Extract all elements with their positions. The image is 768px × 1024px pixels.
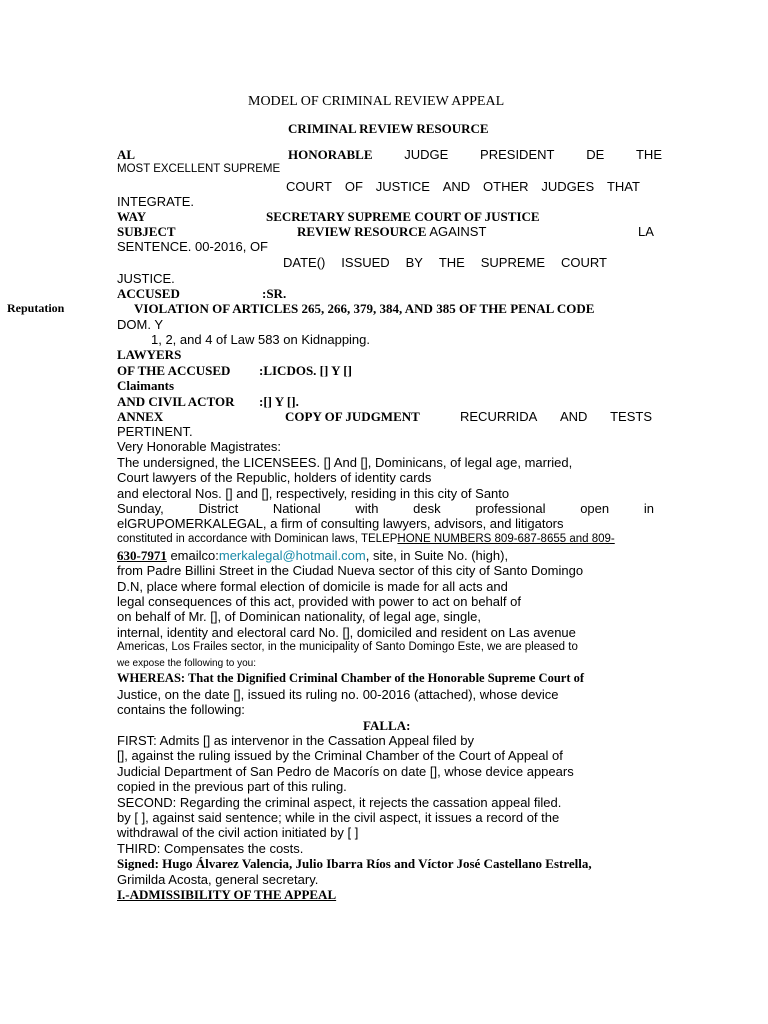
of-accused-label: OF THE ACCUSED xyxy=(117,363,231,378)
al-word: COURT xyxy=(286,179,332,194)
lawyers-label: LAWYERS xyxy=(117,347,182,362)
falla-heading: FALLA: xyxy=(363,718,411,733)
honorable-word: HONORABLE xyxy=(288,147,373,162)
body-line: Court lawyers of the Republic, holders of identity cards xyxy=(117,470,432,485)
al-line-1 xyxy=(288,147,662,162)
phone-numbers: HONE NUMBERS 809-687-8655 and 809- xyxy=(397,533,615,545)
ruling-line: SECOND: Regarding the criminal aspect, it rejects the cassation appeal filed. xyxy=(117,795,562,810)
section-heading: I.-ADMISSIBILITY OF THE APPEAL xyxy=(117,887,337,902)
annex-label: ANNEX xyxy=(117,409,164,424)
body-line: legal consequences of this act, provided with power to act on behalf of xyxy=(117,594,521,609)
email-link[interactable]: merkalegal@hotmail.com xyxy=(218,548,366,563)
al-line-4: INTEGRATE. xyxy=(117,194,195,209)
of-accused-value: :LICDOS. [] Y [] xyxy=(259,363,352,378)
body-line: elGRUPOMERKALEGAL, a firm of consulting lawyers, advisors, and litigators xyxy=(117,516,564,531)
annex-line-2: PERTINENT. xyxy=(117,424,193,439)
subject-word: SUPREME xyxy=(480,255,546,270)
al-word: OTHER xyxy=(483,179,529,194)
body-word: with xyxy=(355,501,379,516)
al-word: DE xyxy=(586,147,605,162)
al-line-2: MOST EXCELLENT SUPREME xyxy=(117,163,281,175)
whereas-line: WHEREAS: That the Dignified Criminal Chamber of the Honorable Supreme Court of xyxy=(117,671,585,685)
body-line: D.N, place where formal election of domicile is made for all acts and xyxy=(117,579,508,594)
body-line: from Padre Billini Street in the Ciudad Nueva sector of this city of Santo Domingo xyxy=(117,563,584,578)
accused-label: ACCUSED xyxy=(117,286,180,301)
accused-value: :SR. xyxy=(262,286,287,301)
resource-title: CRIMINAL REVIEW RESOURCE xyxy=(288,121,489,136)
ruling-line: Judicial Department of San Pedro de Macorís on date [], whose device appears xyxy=(117,764,574,779)
body-word: Sunday, xyxy=(117,501,164,516)
ruling-line: withdrawal of the civil action initiated by [ ] xyxy=(117,825,359,840)
way-value: SECRETARY SUPREME COURT OF JUSTICE xyxy=(266,209,540,224)
subject-word: ISSUED xyxy=(341,255,390,270)
subject-la: LA xyxy=(638,224,654,239)
body-line-phone xyxy=(117,532,615,547)
claimants-label: Claimants xyxy=(117,378,175,393)
ruling-line: FIRST: Admits [] as intervenor in the Cassation Appeal filed by xyxy=(117,733,474,748)
body-word: open xyxy=(580,501,610,516)
al-word: JUDGE xyxy=(404,147,449,162)
dom-line: DOM. Y xyxy=(117,317,163,332)
body-word: National xyxy=(272,501,321,516)
body-word: professional xyxy=(475,501,546,516)
annex-word: RECURRIDA xyxy=(460,409,538,424)
subject-line-3 xyxy=(283,255,607,270)
whereas-line: contains the following: xyxy=(117,702,245,717)
ruling-line: copied in the previous part of this ruling. xyxy=(117,779,347,794)
body-line: on behalf of Mr. [], of Dominican nationality, of legal age, single, xyxy=(117,609,481,624)
al-word: OF xyxy=(344,179,363,194)
kidnapping-line: 1, 2, and 4 of Law 583 on Kidnapping. xyxy=(151,332,371,347)
body-word: District xyxy=(198,501,239,516)
phone-number: 630-7971 xyxy=(117,548,167,563)
body-line: we expose the following to you: xyxy=(117,658,256,669)
annex-word: AND xyxy=(559,409,588,424)
reputation-label: Reputation xyxy=(7,301,65,315)
model-title: MODEL OF CRIMINAL REVIEW APPEAL xyxy=(248,94,505,109)
al-word: THE xyxy=(635,147,662,162)
greeting: Very Honorable Magistrates: xyxy=(117,439,282,454)
ruling-line: THIRD: Compensates the costs. xyxy=(117,841,304,856)
body-word: in xyxy=(643,501,654,516)
al-word: JUDGES xyxy=(541,179,595,194)
al-word: THAT xyxy=(606,179,640,194)
subject-value xyxy=(297,224,486,239)
subject-word: DATE() xyxy=(283,255,326,270)
civil-actor-label: AND CIVIL ACTOR xyxy=(117,394,235,409)
ruling-line: [], against the ruling issued by the Criminal Chamber of the Court of Appeal of xyxy=(117,748,563,763)
violation-text: VIOLATION OF ARTICLES 265, 266, 379, 384, AND 385 OF THE PENAL CODE xyxy=(134,301,595,316)
al-label: AL xyxy=(117,147,136,162)
subject-word: BY xyxy=(405,255,423,270)
al-word: PRESIDENT xyxy=(480,147,555,162)
body-text: , site, in Suite No. (high), xyxy=(365,548,509,563)
body-line-justified xyxy=(117,501,654,516)
email-label: emailco: xyxy=(166,548,219,563)
subject-word: THE xyxy=(438,255,465,270)
annex-word: TESTS xyxy=(610,409,652,424)
subject-line-2: SENTENCE. 00-2016, OF xyxy=(117,239,268,254)
subject-word: COURT xyxy=(560,255,607,270)
secretary-line: Grimilda Acosta, general secretary. xyxy=(117,872,319,887)
annex-rest xyxy=(460,409,652,424)
subject-value-rest: AGAINST xyxy=(426,224,487,239)
body-line: internal, identity and electoral card No. [], domiciled and resident on Las avenue xyxy=(117,625,576,640)
ruling-line: by [ ], against said sentence; while in the civil aspect, it issues a record of the xyxy=(117,810,560,825)
al-word: AND xyxy=(442,179,471,194)
body-word: desk xyxy=(413,501,441,516)
body-line: The undersigned, the LICENSEES. [] And [], Dominicans, of legal age, married, xyxy=(117,455,573,470)
annex-value: COPY OF JUDGMENT xyxy=(285,409,420,424)
body-text: constituted in accordance with Dominican laws, TELEP xyxy=(117,533,398,545)
subject-label: SUBJECT xyxy=(117,224,176,239)
civil-actor-value: :[] Y []. xyxy=(259,394,299,409)
al-word: JUSTICE xyxy=(375,179,430,194)
subject-line-4: JUSTICE. xyxy=(117,271,175,286)
body-line-email xyxy=(117,548,508,563)
way-label: WAY xyxy=(117,209,147,224)
body-line: Americas, Los Frailes sector, in the municipality of Santo Domingo Este, we are pleased to xyxy=(117,641,578,653)
body-line: and electoral Nos. [] and [], respectively, residing in this city of Santo xyxy=(117,486,510,501)
al-line-3 xyxy=(286,179,640,194)
signed-line: Signed: Hugo Álvarez Valencia, Julio Ibarra Ríos and Víctor José Castellano Estrella, xyxy=(117,856,592,871)
subject-value-bold: REVIEW RESOURCE xyxy=(297,224,427,239)
whereas-line: Justice, on the date [], issued its ruling no. 00-2016 (attached), whose device xyxy=(117,687,559,702)
